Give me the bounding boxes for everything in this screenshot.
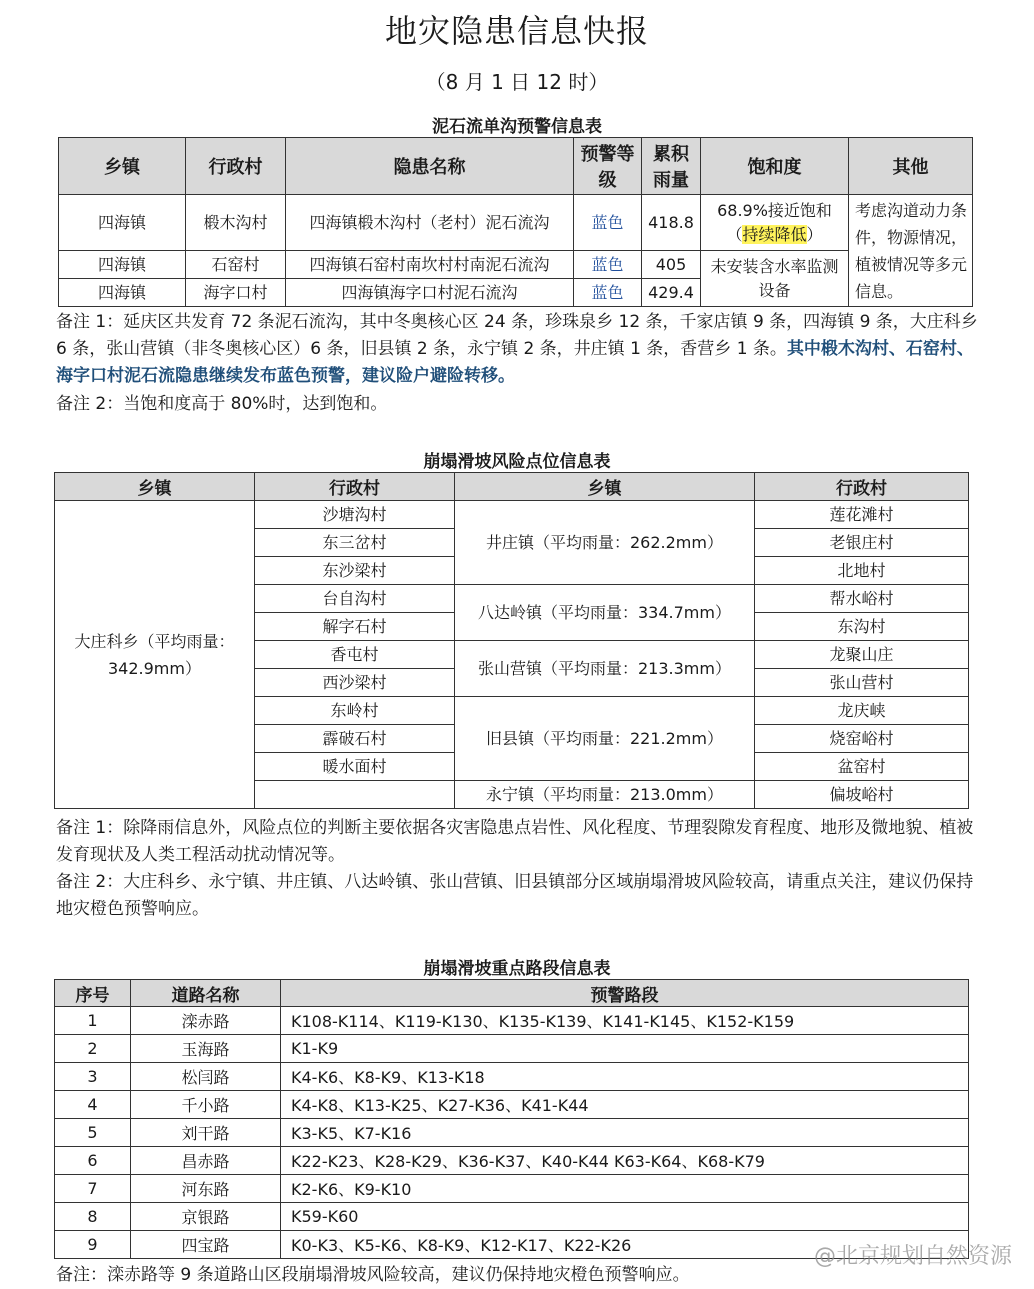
table-row [55,1063,969,1091]
cell-right-village: 龙庆峡 [755,697,969,725]
col-header-road-name: 道路名称 [131,980,281,1007]
cell-right-village: 烧窑峪村 [755,725,969,753]
cell-section: K1-K9 [281,1035,969,1063]
cell-town: 四海镇 [59,251,186,279]
cell-right-village: 北地村 [755,557,969,585]
page-title: 地灾隐患信息快报 [384,12,649,50]
cell-left-village: 东岭村 [255,697,455,725]
landslide-table-caption: 崩塌滑坡风险点位信息表 [423,452,611,472]
table-row [55,1119,969,1147]
cell-left-village: 解字石村 [255,613,455,641]
table-row [55,1147,969,1175]
cell-right-village: 偏坡峪村 [755,781,969,809]
cell-road-name: 刘干路 [131,1119,281,1147]
cell-section: K108-K114、K119-K130、K135-K139、K141-K145、K152-K159 [281,1007,969,1035]
roads-table-caption: 崩塌滑坡重点路段信息表 [423,959,611,979]
cell-left-village: 霹破石村 [255,725,455,753]
landslide-table [54,472,969,809]
cell-rainfall: 405 [642,251,701,279]
cell-hazard-name: 四海镇石窑村南坎村村南泥石流沟 [286,251,574,279]
cell-left-village: 东三岔村 [255,529,455,557]
cell-warning-level: 蓝色 [574,195,642,251]
table-row [55,1091,969,1119]
cell-right-village: 龙聚山庄 [755,641,969,669]
cell-right-village: 盆窑村 [755,753,969,781]
col-header-village-right: 行政村 [755,473,969,501]
cell-right-town: 八达岭镇（平均雨量：334.7mm） [455,585,755,641]
cell-right-town: 旧县镇（平均雨量：221.2mm） [455,697,755,781]
cell-section: K2-K6、K9-K10 [281,1175,969,1203]
cell-number: 8 [55,1203,131,1231]
cell-section: K59-K60 [281,1203,969,1231]
col-header-warning-level: 预警等级 [574,138,642,195]
landslide-note-1: 备注 1：除降雨信息外，风险点位的判断主要依据各灾害隐患点岩性、风化程度、节理裂隙发育程度、地形及微地貌、植被发育现状及人类工程活动扰动情况等。 [56,818,974,865]
cell-saturation-merged: 未安装含水率监测设备 [701,251,849,307]
cell-rainfall: 429.4 [642,279,701,307]
col-header-saturation: 饱和度 [701,138,849,195]
cell-number: 1 [55,1007,131,1035]
cell-village: 海字口村 [186,279,286,307]
cell-section: K22-K23、K28-K29、K36-K37、K40-K44 K63-K64、K68-K79 [281,1147,969,1175]
table-row [59,251,973,279]
watermark: @北京规划自然资源 [813,1244,1012,1269]
mudflow-table [58,137,973,307]
cell-hazard-name: 四海镇海字口村泥石流沟 [286,279,574,307]
mudflow-note-2: 备注 2：当饱和度高于 80%时，达到饱和。 [56,394,388,414]
table-row [59,195,973,251]
cell-warning-level: 蓝色 [574,251,642,279]
cell-road-name: 昌赤路 [131,1147,281,1175]
page-subtitle: （8 月 1 日 12 时） [425,70,609,94]
cell-left-village: 台自沟村 [255,585,455,613]
table-row [55,501,969,529]
col-header-town-right: 乡镇 [455,473,755,501]
cell-town: 四海镇 [59,195,186,251]
col-header-town: 乡镇 [59,138,186,195]
col-header-number: 序号 [55,980,131,1007]
cell-road-name: 玉海路 [131,1035,281,1063]
roads-table [54,979,969,1259]
cell-other: 考虑沟道动力条件，物源情况，植被情况等多元信息。 [849,195,973,307]
highlighted-trend: 持续降低 [742,224,807,244]
cell-section: K3-K5、K7-K16 [281,1119,969,1147]
cell-section: K4-K6、K8-K9、K13-K18 [281,1063,969,1091]
cell-number: 4 [55,1091,131,1119]
table-row [55,1203,969,1231]
cell-road-name: 松闫路 [131,1063,281,1091]
col-header-section: 预警路段 [281,980,969,1007]
cell-number: 7 [55,1175,131,1203]
cell-number: 3 [55,1063,131,1091]
col-header-rainfall: 累积雨量 [642,138,701,195]
mudflow-table-caption: 泥石流单沟预警信息表 [432,117,602,137]
cell-right-town: 张山营镇（平均雨量：213.3mm） [455,641,755,697]
cell-village: 椴木沟村 [186,195,286,251]
table-row [55,1007,969,1035]
cell-section: K0-K3、K5-K6、K8-K9、K12-K17、K22-K26 [281,1231,969,1259]
cell-left-village-empty [255,781,455,809]
cell-left-village: 西沙梁村 [255,669,455,697]
cell-number: 6 [55,1147,131,1175]
cell-left-village: 暖水面村 [255,753,455,781]
col-header-other: 其他 [849,138,973,195]
cell-number: 9 [55,1231,131,1259]
cell-section: K4-K8、K13-K25、K27-K36、K41-K44 [281,1091,969,1119]
mudflow-note-emphasis: 其中椴木沟村、石窑村、海字口村泥石流隐患继续发布蓝色预警，建议险户避险转移。 [56,339,974,386]
cell-rainfall: 418.8 [642,195,701,251]
cell-right-village: 老银庄村 [755,529,969,557]
cell-right-village: 张山营村 [755,669,969,697]
cell-road-name: 千小路 [131,1091,281,1119]
cell-number: 2 [55,1035,131,1063]
cell-right-town: 井庄镇（平均雨量：262.2mm） [455,501,755,585]
cell-right-village: 东沟村 [755,613,969,641]
cell-left-town: 大庄科乡（平均雨量：342.9mm） [55,501,255,809]
col-header-hazard-name: 隐患名称 [286,138,574,195]
cell-left-village: 沙塘沟村 [255,501,455,529]
cell-town: 四海镇 [59,279,186,307]
cell-road-name: 滦赤路 [131,1007,281,1035]
cell-village: 石窑村 [186,251,286,279]
col-header-town-left: 乡镇 [55,473,255,501]
cell-right-village: 莲花滩村 [755,501,969,529]
landslide-note-2: 备注 2：大庄科乡、永宁镇、井庄镇、八达岭镇、张山营镇、旧县镇部分区域崩塌滑坡风险较高，请重点关注，建议仍保持地灾橙色预警响应。 [56,872,974,919]
cell-road-name: 河东路 [131,1175,281,1203]
cell-saturation [701,195,849,251]
saturation-value: 68.9%接近饱和 [717,200,832,220]
cell-warning-level: 蓝色 [574,279,642,307]
cell-left-village: 东沙梁村 [255,557,455,585]
cell-left-village: 香屯村 [255,641,455,669]
table-row [55,1175,969,1203]
cell-road-name: 四宝路 [131,1231,281,1259]
cell-right-village: 帮水峪村 [755,585,969,613]
roads-note: 备注：滦赤路等 9 条道路山区段崩塌滑坡风险较高，建议仍保持地灾橙色预警响应。 [56,1265,690,1285]
cell-hazard-name: 四海镇椴木沟村（老村）泥石流沟 [286,195,574,251]
col-header-village-left: 行政村 [255,473,455,501]
cell-number: 5 [55,1119,131,1147]
saturation-trend: （持续降低） [726,224,823,244]
cell-right-town: 永宁镇（平均雨量：213.0mm） [455,781,755,809]
col-header-village: 行政村 [186,138,286,195]
mudflow-note-1: 备注 1：延庆区共发育 72 条泥石流沟，其中冬奥核心区 24 条，珍珠泉乡 12 条，千家店镇 9 条，四海镇 9 条，大庄科乡 6 条，张山营镇（非冬奥核心区）6 条，旧县镇 2 条，永宁镇 2 条，井庄镇 1 条，香营乡 1 条。其中椴木沟村、石窑村、海字口村泥石流隐患继续发布蓝色预警，建议险户避险转移。 [56,312,978,386]
table-row [55,1035,969,1063]
cell-road-name: 京银路 [131,1203,281,1231]
